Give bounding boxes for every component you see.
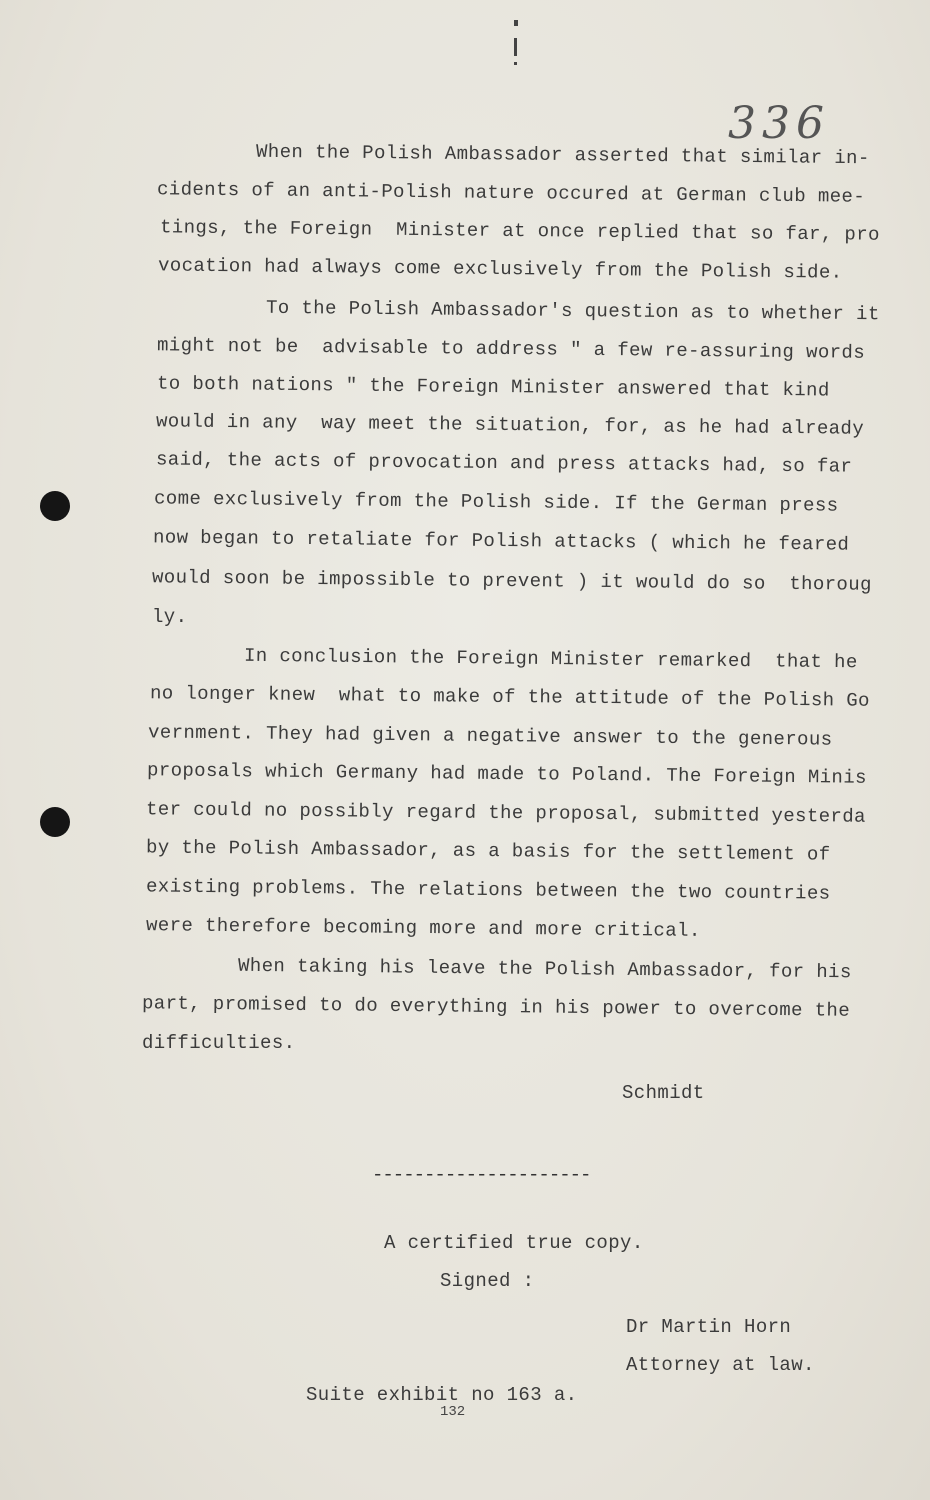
attorney-title: Attorney at law. [626, 1354, 815, 1376]
text-line: might not be advisable to address " a few re-assuring words [156, 334, 866, 364]
top-mark [514, 38, 517, 56]
text-line: proposals which Germany had made to Poland. The Foreign Minis [146, 759, 868, 789]
text-line: When the Polish Ambassador asserted that similar in- [255, 140, 870, 170]
separator-line: --------------------- [372, 1164, 591, 1186]
punch-hole-top [40, 491, 70, 521]
certification-text: A certified true copy. [384, 1232, 644, 1254]
text-line: To the Polish Ambassador's question as to whether it [265, 296, 880, 326]
text-line: to both nations " the Foreign Minister answered that kind [156, 372, 830, 402]
exhibit-reference: Suite exhibit no 163 a. [306, 1384, 578, 1406]
text-line: come exclusively from the Polish side. If the German press [153, 487, 839, 517]
text-line: would in any way meet the situation, for, as he had already [155, 410, 865, 440]
attorney-name: Dr Martin Horn [626, 1316, 792, 1338]
text-line: were therefore becoming more and more critical. [145, 914, 701, 942]
text-line: no longer knew what to make of the attitude of the Polish Go [149, 682, 871, 712]
signature: Schmidt [622, 1082, 705, 1104]
text-line: vernment. They had given a negative answer to the generous [147, 721, 833, 751]
text-line: vocation had always come exclusively from the Polish side. [157, 254, 843, 284]
text-line: ly. [152, 606, 188, 628]
stamp-number: 132 [440, 1404, 466, 1420]
top-mark [514, 62, 517, 65]
text-line: now began to retaliate for Polish attacks ( which he feared [152, 526, 850, 556]
punch-hole-bottom [40, 807, 70, 837]
text-line: When taking his leave the Polish Ambassador, for his [237, 954, 852, 984]
text-line: cidents of an anti-Polish nature occured at German club mee- [156, 178, 866, 208]
text-line: tings, the Foreign Minister at once replied that so far, pro [159, 216, 881, 246]
top-mark [514, 20, 518, 26]
text-line: said, the acts of provocation and press attacks had, so far [155, 448, 853, 478]
text-line: by the Polish Ambassador, as a basis for the settlement of [145, 836, 831, 866]
signed-label: Signed : [440, 1270, 535, 1292]
text-line: existing problems. The relations between the two countries [145, 875, 831, 905]
text-line: part, promised to do everything in his power to overcome the [141, 992, 851, 1022]
page-number: 336 [728, 98, 830, 149]
text-line: ter could no possibly regard the proposal, submitted yesterda [145, 798, 867, 828]
text-line: difficulties. [142, 1032, 296, 1054]
text-line: In conclusion the Foreign Minister remarked that he [243, 644, 858, 674]
text-line: would soon be impossible to prevent ) it would do so thoroug [151, 566, 873, 596]
